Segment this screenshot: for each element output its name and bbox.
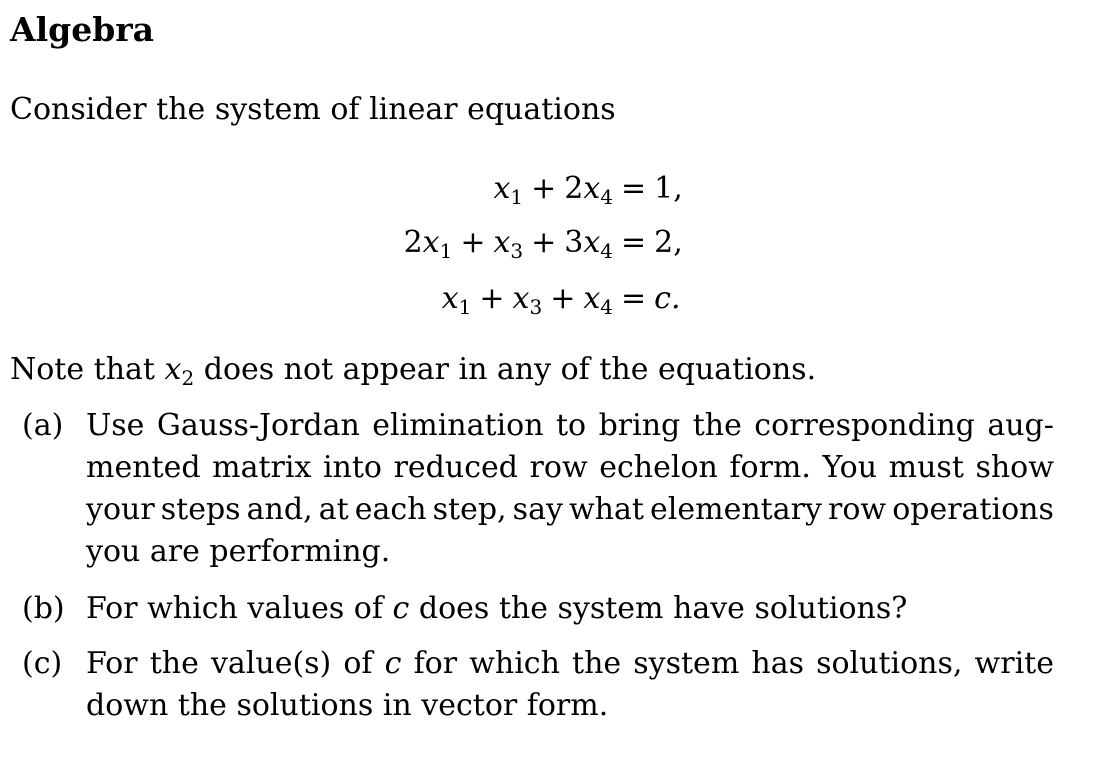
part-c-line-2: down the solutions in vector form. (86, 688, 609, 723)
note-variable: x (164, 352, 182, 387)
equation-3-rhs: = c. (621, 281, 681, 316)
part-c-text (86, 643, 1054, 727)
part-a-line-3-word: say (512, 492, 563, 527)
part-a-line-1 (86, 405, 1054, 447)
part-c-line-1-word: c (384, 646, 402, 681)
part-a-line-3-word: operations (892, 492, 1054, 527)
part-a-line-3-word: your (86, 492, 155, 527)
part-a-text (86, 405, 1054, 573)
equation-3-value: c. (654, 281, 681, 316)
part-c-line-1-word: has (751, 646, 804, 681)
equation-2-lhs: $2x_1 + x_3 + 3x_4$ (403, 225, 613, 263)
part-c-line-1-word: For (86, 646, 138, 681)
equation-1-rhs: = 1, (621, 171, 683, 206)
part-a-line-1-word: corresponding (754, 408, 975, 443)
part-c-line-1-word: which (469, 646, 560, 681)
part-a-line-2-word: row (529, 450, 588, 485)
part-c-line-1-word: the (149, 646, 199, 681)
part-a-line-2-word: mented (86, 450, 201, 485)
part-a-line-1-word: the (692, 408, 742, 443)
part-b-label: (b) (22, 591, 65, 626)
equation-3-lhs: $x_1 + x_3 + x_4$ (441, 281, 613, 319)
part-a-line-1-word: bring (598, 408, 681, 443)
part-a-line-3-word: row (828, 492, 887, 527)
part-c-line-1 (86, 643, 1054, 685)
part-a-line-2-word: must (888, 450, 964, 485)
part-a-line-1-word: to (555, 408, 587, 443)
note-variable-subscript: 2 (181, 366, 195, 390)
part-c-label: (c) (22, 646, 63, 681)
part-b-text (86, 588, 1054, 630)
part-a-line-3-word: steps (160, 492, 241, 527)
note-before: Note that (10, 352, 155, 387)
part-c-line-1-word: solutions, (816, 646, 963, 681)
part-a-line-3-word: elementary (650, 492, 822, 527)
note-text (10, 349, 816, 399)
part-a-line-3 (86, 489, 1054, 531)
intro-text: Consider the system of linear equations (10, 92, 616, 127)
part-a-line-3-word: step, (432, 492, 507, 527)
part-b-before: For which values of (86, 591, 383, 626)
part-c-line-1-word: the (572, 646, 622, 681)
part-b-after: does the system have solutions? (418, 591, 908, 626)
equation-1-value: 1, (654, 171, 683, 206)
part-a-line-2-word: echelon (599, 450, 718, 485)
part-a-line-1-word: Gauss-Jordan (156, 408, 360, 443)
part-a-line-2 (86, 447, 1054, 489)
part-c-line-1-word: of (343, 646, 373, 681)
part-a-line-2-word: form. (729, 450, 811, 485)
part-a-line-2-word: show (975, 450, 1054, 485)
equation-2-rhs: = 2, (621, 225, 683, 260)
part-a-line-2-word: into (322, 450, 382, 485)
part-a-line-1-word: elimination (372, 408, 544, 443)
part-a-line-1-word: aug- (987, 408, 1054, 443)
part-c-line-1-word: value(s) (210, 646, 332, 681)
part-c-line-1-word: for (413, 646, 458, 681)
part-a-line-2-word: matrix (212, 450, 312, 485)
part-a-line-3-word: each (354, 492, 427, 527)
part-a-line-4: you are performing. (86, 534, 391, 569)
part-a-line-1-word: Use (86, 408, 145, 443)
equation-2-value: 2, (654, 225, 683, 260)
part-c-line-1-word: write (974, 646, 1054, 681)
part-a-line-2-word: You (822, 450, 878, 485)
section-title: Algebra (10, 10, 155, 49)
part-a-line-2-word: reduced (393, 450, 518, 485)
part-c-line-1-word: system (633, 646, 740, 681)
part-a-line-3-word: and, (246, 492, 313, 527)
equation-1-lhs: $x_1 + 2x_4$ (493, 171, 613, 209)
part-a-label: (a) (22, 408, 64, 443)
note-after: does not appear in any of the equations. (203, 352, 817, 387)
part-a-line-3-word: at (318, 492, 349, 527)
part-a-line-3-word: what (569, 492, 644, 527)
part-b-variable: c (392, 591, 410, 626)
